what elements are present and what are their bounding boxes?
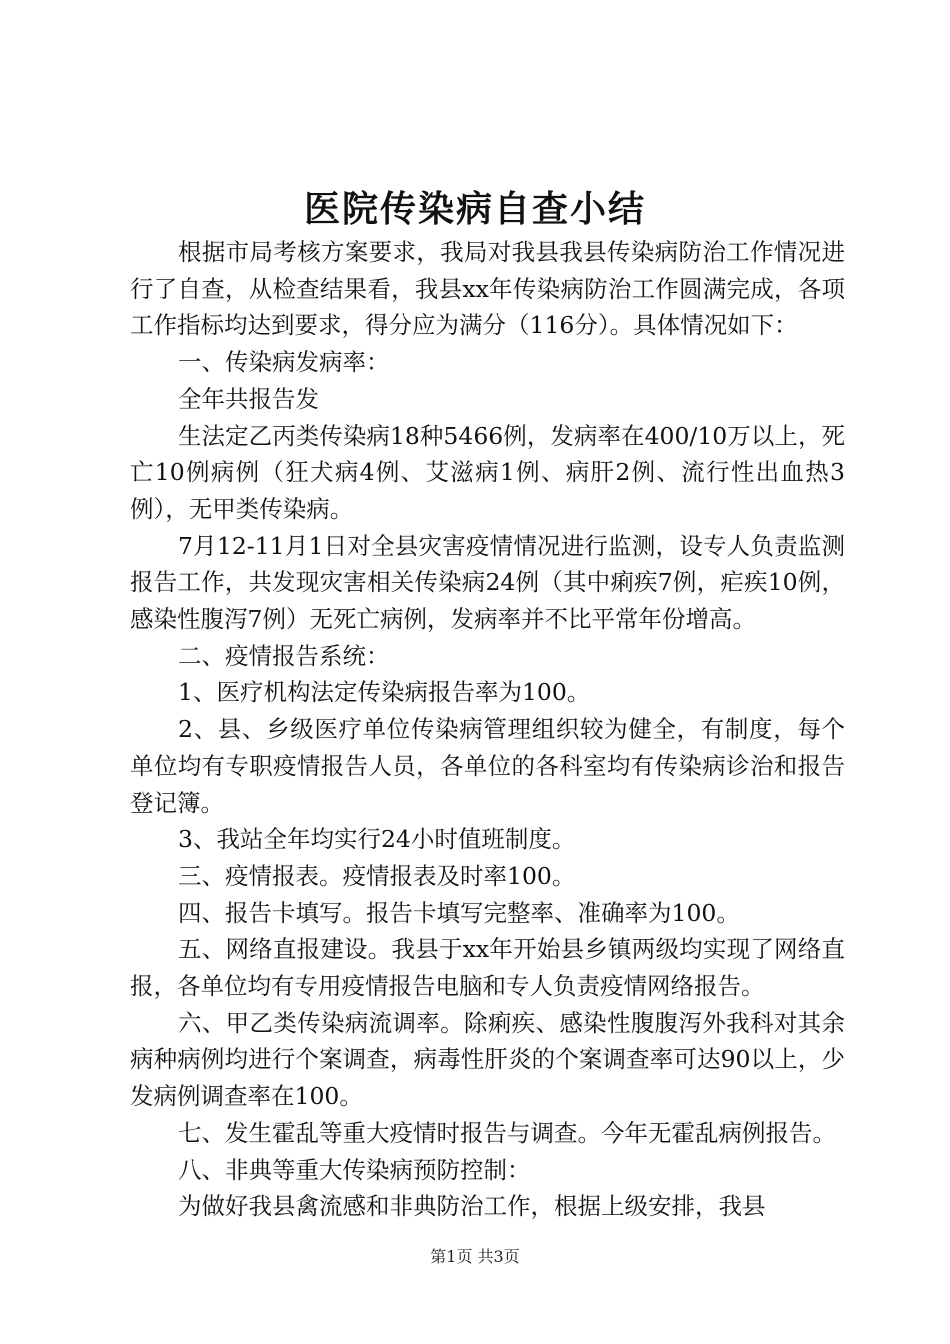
heading-report-card: 四、报告卡填写。报告卡填写完整率、准确率为100。 <box>178 898 740 927</box>
heading-network-reporting: 五、网络直报建设。我县于xx年开始县乡镇两级均实现了网络直报，各单位均有专用疫情报告电脑和专人负责疫情网络报告。 <box>130 935 845 1001</box>
heading-reporting-system: 二、疫情报告系统： <box>178 641 390 670</box>
heading-investigation-rate: 六、甲乙类传染病流调率。除痢疾、感染性腹腹泻外我科对其余病种病例均进行个案调查，病毒性肝炎的个案调查率可达90以上，少发病例调查率在100。 <box>130 1008 845 1111</box>
document-body <box>130 234 845 1225</box>
heading-epidemic-report: 三、疫情报表。疫情报表及时率100。 <box>178 861 576 890</box>
document-title: 医院传染病自查小结 <box>303 188 646 230</box>
heading-sars-control: 八、非典等重大传染病预防控制： <box>178 1155 531 1184</box>
list-item-reporting-rate: 1、医疗机构法定传染病报告率为100。 <box>178 678 591 707</box>
heading-cholera: 七、发生霍乱等重大疫情时报告与调查。今年无霍乱病例报告。 <box>178 1118 836 1147</box>
paragraph-legal-diseases: 生法定乙丙类传染病18种5466例，发病率在400/10万以上，死亡10例病例（狂犬病4例、艾滋病1例、病肝2例、流行性出血热3例），无甲类传染病。 <box>130 421 845 523</box>
paragraph-annual-report: 全年共报告发 <box>178 384 319 413</box>
list-item-duty-system: 3、我站全年均实行24小时值班制度。 <box>178 825 576 854</box>
page-footer: 第1页 共3页 <box>430 1247 520 1266</box>
paragraph-avian-flu: 为做好我县禽流感和非典防治工作，根据上级安排，我县 <box>178 1192 766 1221</box>
list-item-management-org: 2、县、乡级医疗单位传染病管理组织较为健全，有制度，每个单位均有专职疫情报告人员，各单位的各科室均有传染病诊治和报告登记簿。 <box>130 715 845 817</box>
paragraph-disaster-monitoring: 7月12-11月1日对全县灾害疫情情况进行监测，设专人负责监测报告工作，共发现灾害相关传染病24例（其中痢疾7例，疟疾10例，感染性腹泻7例）无死亡病例，发病率并不比平常年份增高。 <box>130 531 845 634</box>
heading-incidence-rate: 一、传染病发病率： <box>178 348 390 377</box>
paragraph-intro: 根据市局考核方案要求，我局对我县我县传染病防治工作情况进行了自查，从检查结果看，我县xx年传染病防治工作圆满完成，各项工作指标均达到要求，得分应为满分（116分）。具体情况如下： <box>130 238 845 340</box>
